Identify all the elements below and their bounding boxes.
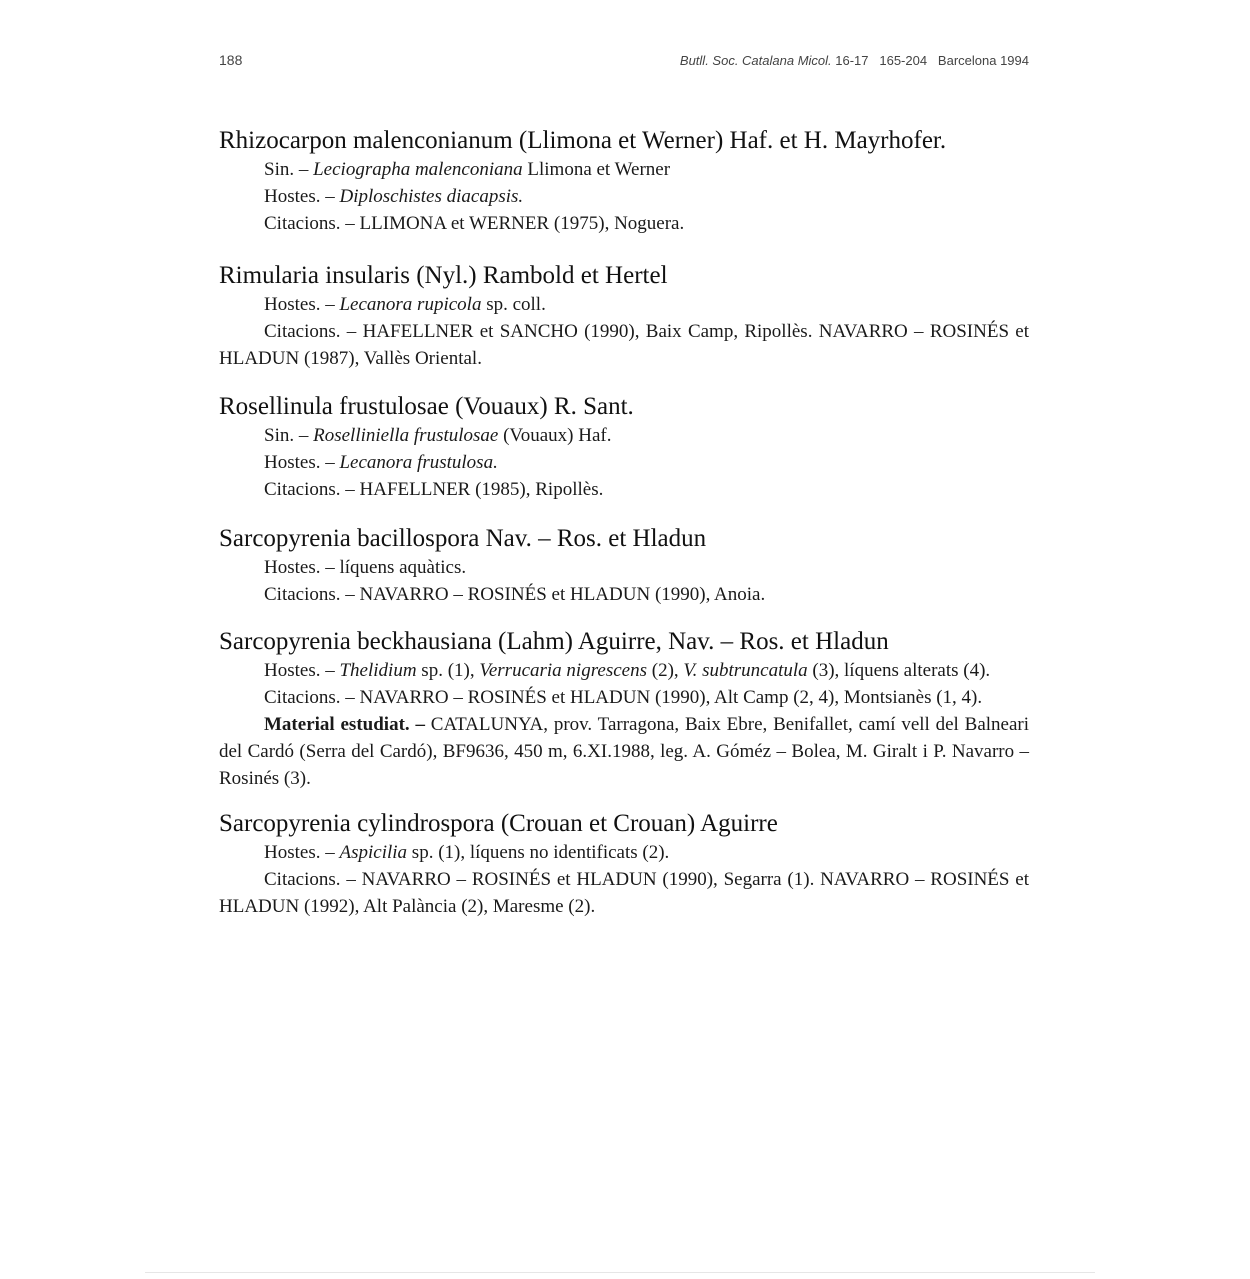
citations-line [219,318,1029,372]
host-name: Diploschistes diacapsis. [339,186,524,207]
species-title: Rosellinula frustulosae (Vouaux) R. Sant. [219,393,634,420]
citations-label: Citacions. – [264,321,357,342]
hosts-label: Hostes. – [264,452,335,473]
journal-citation [680,53,1029,68]
host-name: Aspicilia [339,842,408,863]
citations-label: Citacions. – [264,869,356,890]
synonym-author: Llimona et Werner [527,159,671,180]
hosts-line [219,554,1029,581]
synonym-label: Sin. – [264,159,309,180]
hosts-label: Hostes. – [264,186,335,207]
hosts-label: Hostes. – [264,557,335,578]
citations-line [219,210,1029,237]
journal-place-year: Barcelona 1994 [937,53,1029,68]
citations-text: NAVARRO – ROSINÉS et HLADUN (1990), Anoia. [359,584,766,605]
hosts-label: Hostes. – [264,842,335,863]
host-name: V. subtruncatula [683,660,808,681]
hosts-line [219,291,1029,318]
hosts-line [219,839,1029,866]
species-entry [219,627,1029,792]
host-text: (2), [651,660,679,681]
material-line [219,711,1029,792]
host-text: (3), líquens alterats (4). [812,660,991,681]
host-text: líquens aquàtics. [339,557,467,578]
host-name: Verrucaria nigrescens [479,660,647,681]
citations-label: Citacions. – [264,213,355,234]
journal-volume: 16-17 [835,53,869,68]
hosts-line [219,183,1029,210]
synonym-name: Roselliniella frustulosae [313,425,499,446]
synonym-line [219,156,1029,183]
species-entry [219,261,1029,372]
host-rest: sp. (1), líquens no identificats (2). [411,842,670,863]
journal-pages: 165-204 [879,53,928,68]
hosts-line [219,657,1029,684]
material-label: Material estudiat. – [264,714,425,735]
host-name: Lecanora rupicola [339,294,482,315]
hosts-label: Hostes. – [264,294,335,315]
running-header [219,52,1029,74]
species-entry [219,392,1029,503]
citations-line [219,866,1029,920]
synonym-name: Leciographa malenconiana [313,159,523,180]
host-text: sp. (1), [421,660,475,681]
species-title: Sarcopyrenia bacillospora Nav. – Ros. et Hladun [219,525,707,552]
citations-text: HAFELLNER (1985), Ripollès. [359,479,604,500]
citations-label: Citacions. – [264,479,355,500]
page-number: 188 [219,52,243,68]
hosts-label: Hostes. – [264,660,335,681]
citations-text: NAVARRO – ROSINÉS et HLADUN (1990), Segarra (1). NAVARRO – ROSINÉS et HLADUN (1992), Alt Palància (2), Maresme (2). [219,869,1030,917]
host-name: Thelidium [339,660,417,681]
species-title: Sarcopyrenia cylindrospora (Crouan et Crouan) Aguirre [219,810,778,837]
species-entry [219,126,1029,237]
synonym-label: Sin. – [264,425,309,446]
species-title: Rhizocarpon malenconianum (Llimona et Werner) Haf. et H. Mayrhofer. [219,127,947,154]
citations-text: LLIMONA et WERNER (1975), Noguera. [359,213,685,234]
species-entry [219,524,1029,608]
host-rest: sp. coll. [486,294,546,315]
citations-text: HAFELLNER et SANCHO (1990), Baix Camp, Ripollès. NAVARRO – ROSINÉS et HLADUN (1987), Vallès Oriental. [219,321,1030,369]
species-title: Rimularia insularis (Nyl.) Rambold et Hertel [219,262,668,289]
citations-text: NAVARRO – ROSINÉS et HLADUN (1990), Alt Camp (2, 4), Montsianès (1, 4). [359,687,983,708]
page [219,52,1029,920]
citations-line [219,684,1029,711]
species-entry [219,809,1029,920]
citations-line [219,476,1029,503]
material-text: CATALUNYA, prov. Tarragona, Baix Ebre, Benifallet, camí vell del Balneari del Cardó (Serra del Cardó), BF9636, 450 m, 6.XI.1988, leg. A. Góméz – Bolea, M. Giralt i P. Navarro – Rosinés (3). [219,714,1030,789]
host-name: Lecanora frustulosa. [339,452,498,473]
species-title: Sarcopyrenia beckhausiana (Lahm) Aguirre, Nav. – Ros. et Hladun [219,628,889,655]
hosts-line [219,449,1029,476]
citations-label: Citacions. – [264,687,355,708]
synonym-line [219,422,1029,449]
scan-edge-line [145,1272,1095,1273]
journal-name: Butll. Soc. Catalana Micol. [679,53,832,68]
citations-label: Citacions. – [264,584,355,605]
citations-line [219,581,1029,608]
synonym-author: (Vouaux) Haf. [503,425,612,446]
